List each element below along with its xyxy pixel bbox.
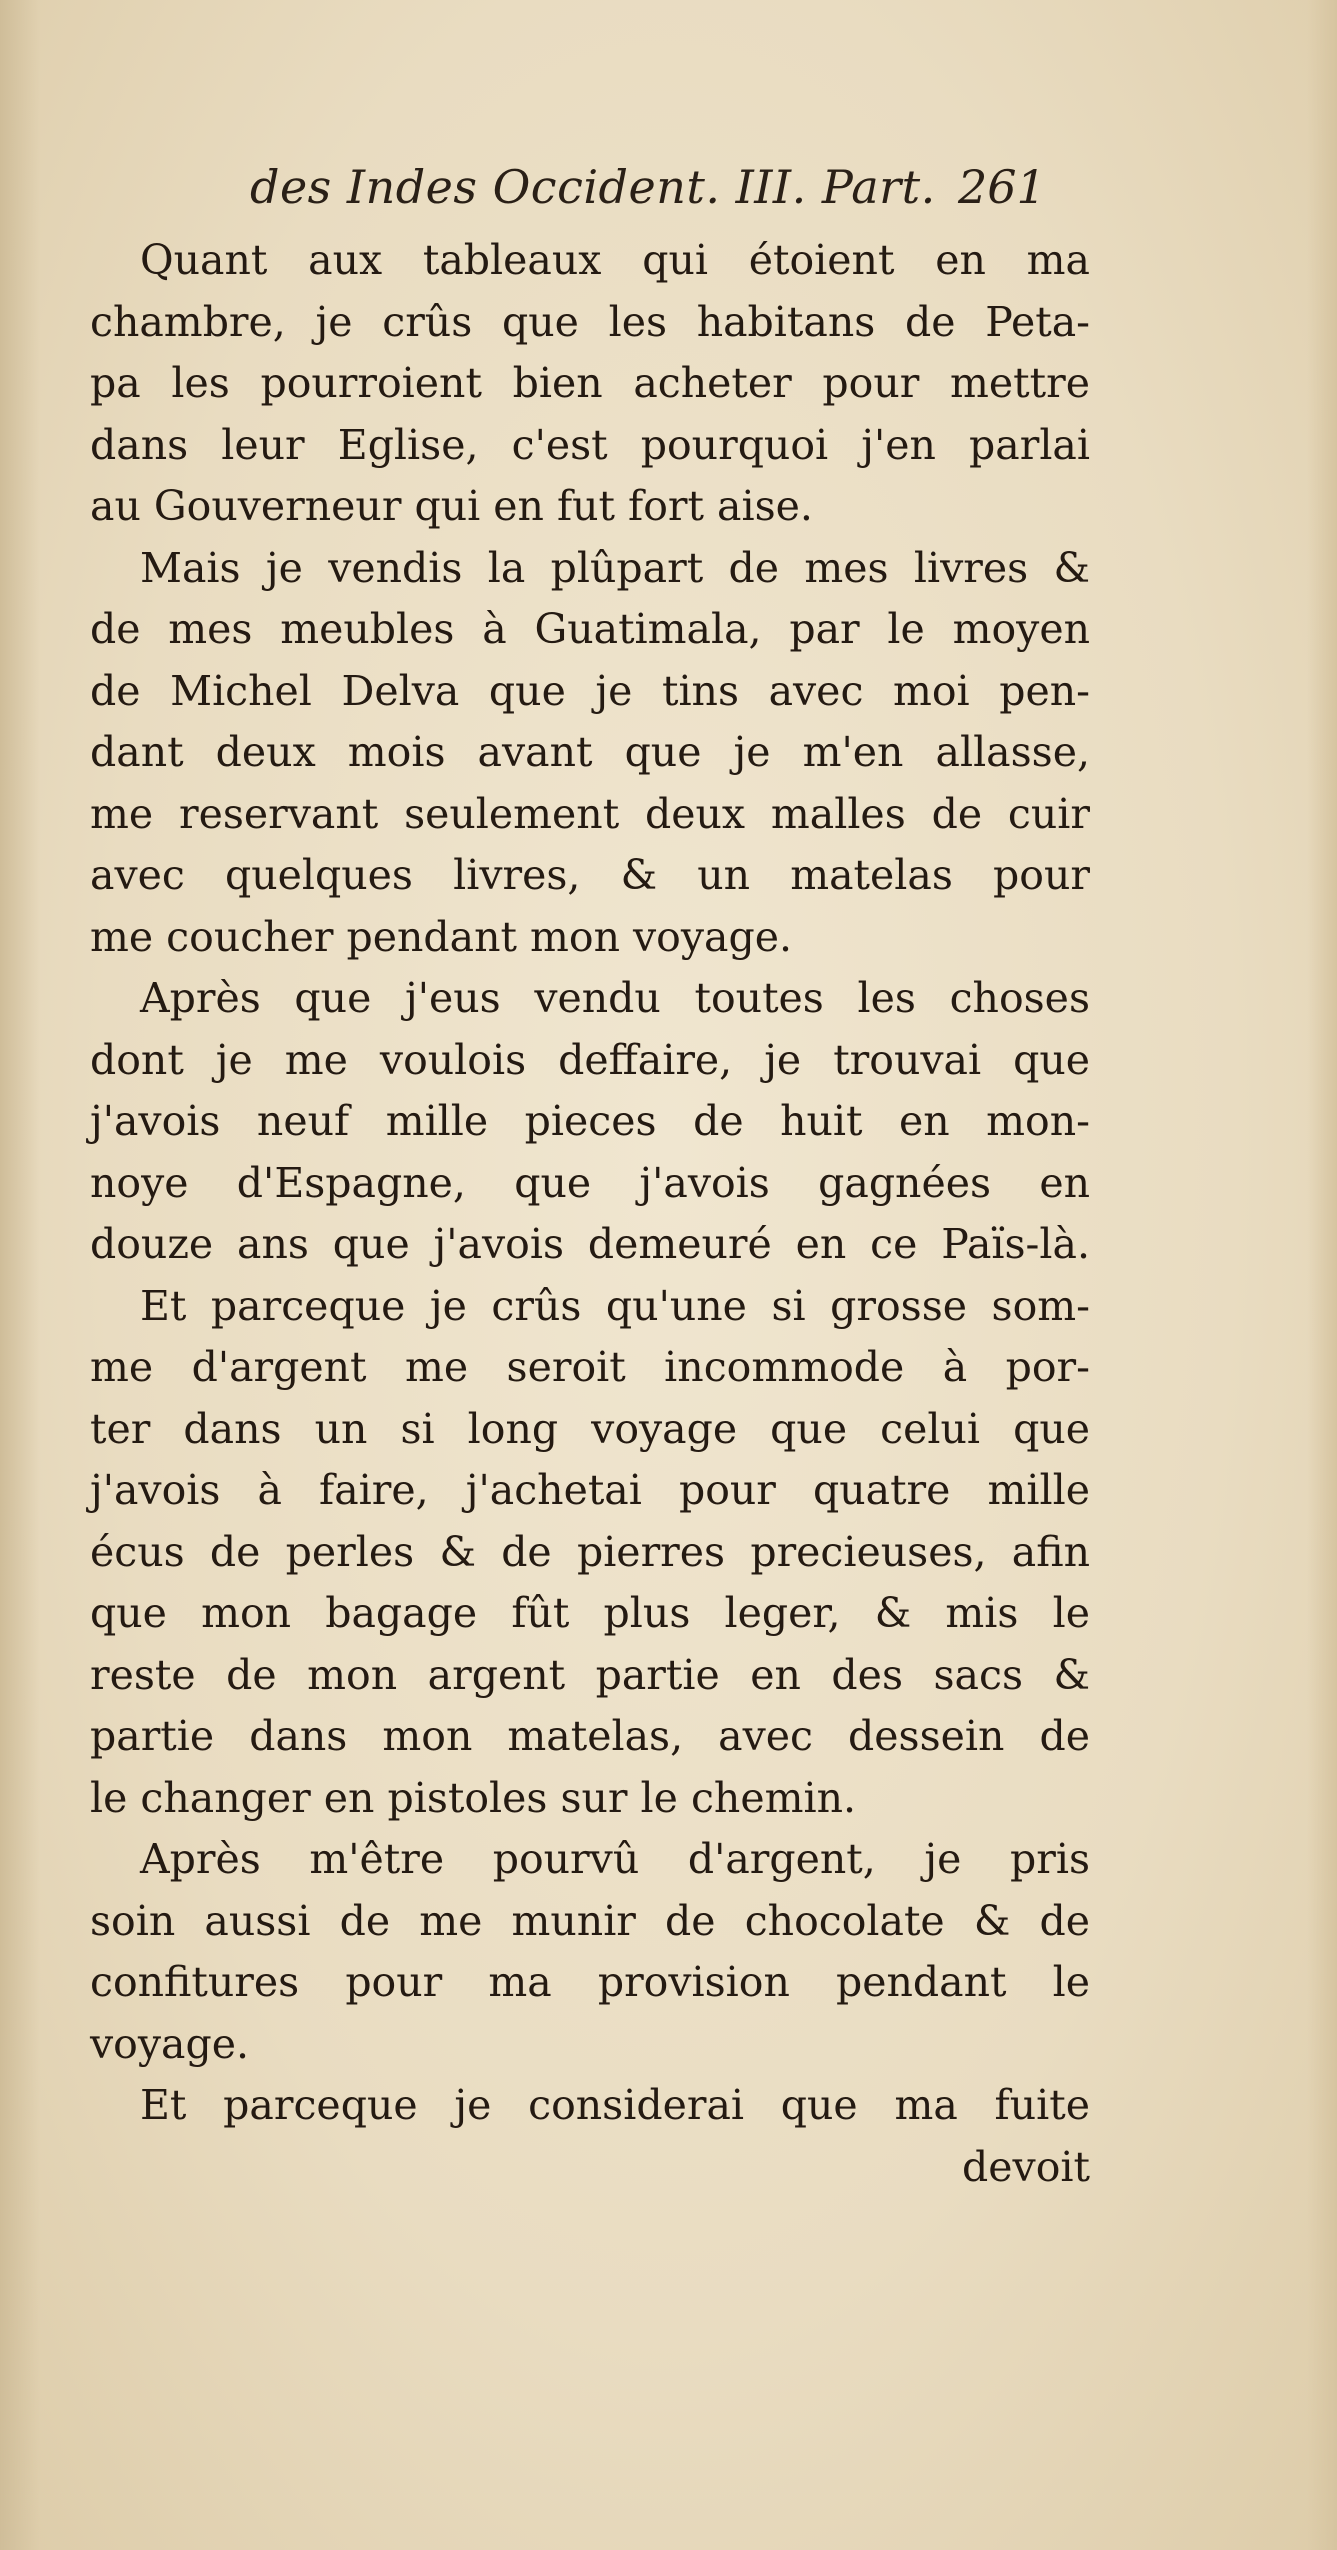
text-line: Après que j'eus vendu toutes les choses	[140, 974, 1090, 1022]
text-line: reste de mon argent partie en des sacs &	[90, 1650, 1090, 1699]
page-header	[238, 160, 1138, 230]
text-line: de mes meubles à Guatimala, par le moyen	[90, 605, 1090, 653]
text-line: pa les pourroient bien acheter pour mettre	[90, 359, 1090, 407]
text-line: soin aussi de me munir de chocolate & de	[90, 1896, 1090, 1945]
body-text	[90, 230, 1090, 2198]
text-line: que mon bagage fût plus leger, & mis le	[90, 1589, 1090, 1637]
text-line: écus de perles & de pierres precieuses, afin	[90, 1527, 1090, 1576]
text-line: Quant aux tableaux qui étoient en ma	[140, 236, 1090, 284]
text-line: chambre, je crûs que les habitans de Peta-	[90, 297, 1090, 346]
text-line: Et parceque je considerai que ma fuite	[140, 2081, 1090, 2129]
text-line: noye d'Espagne, que j'avois gagnées en	[90, 1158, 1090, 1207]
text-line: j'avois à faire, j'achetai pour quatre mille	[90, 1466, 1090, 1514]
text-line: de Michel Delva que je tins avec moi pen-	[90, 666, 1090, 715]
text-line: me d'argent me seroit incommode à por-	[90, 1343, 1090, 1391]
text-line: dant deux mois avant que je m'en allasse,	[90, 728, 1090, 776]
catchword: devoit	[962, 2142, 1090, 2191]
text-line: douze ans que j'avois demeuré en ce Païs-là.	[90, 1220, 1090, 1268]
text-line: le changer en pistoles sur le chemin.	[90, 1773, 857, 1822]
text-line: ter dans un si long voyage que celui que	[90, 1404, 1090, 1453]
text-line: voyage.	[90, 2019, 249, 2068]
page-shadow-left	[0, 0, 40, 2550]
page-shadow-right	[1307, 0, 1337, 2550]
text-line: avec quelques livres, & un matelas pour	[90, 851, 1090, 899]
running-head: des Indes Occident. III. Part.	[250, 160, 936, 214]
text-line: j'avois neuf mille pieces de huit en mon-	[90, 1097, 1090, 1145]
text-line: dans leur Eglise, c'est pourquoi j'en parlai	[90, 420, 1090, 469]
text-line: Mais je vendis la plûpart de mes livres &	[140, 543, 1090, 592]
text-line: dont je me voulois deffaire, je trouvai que	[90, 1035, 1090, 1084]
text-line: partie dans mon matelas, avec dessein de	[90, 1712, 1090, 1760]
text-line: me reservant seulement deux malles de cuir	[90, 789, 1090, 838]
text-line: me coucher pendant mon voyage.	[90, 912, 793, 961]
text-line: confitures pour ma provision pendant le	[90, 1958, 1090, 2006]
text-line: Après m'être pourvû d'argent, je pris	[140, 1835, 1090, 1883]
text-line: Et parceque je crûs qu'une si grosse som-	[140, 1281, 1090, 1330]
page-number: 261	[958, 160, 1046, 214]
text-line: au Gouverneur qui en fut fort aise.	[90, 482, 813, 530]
